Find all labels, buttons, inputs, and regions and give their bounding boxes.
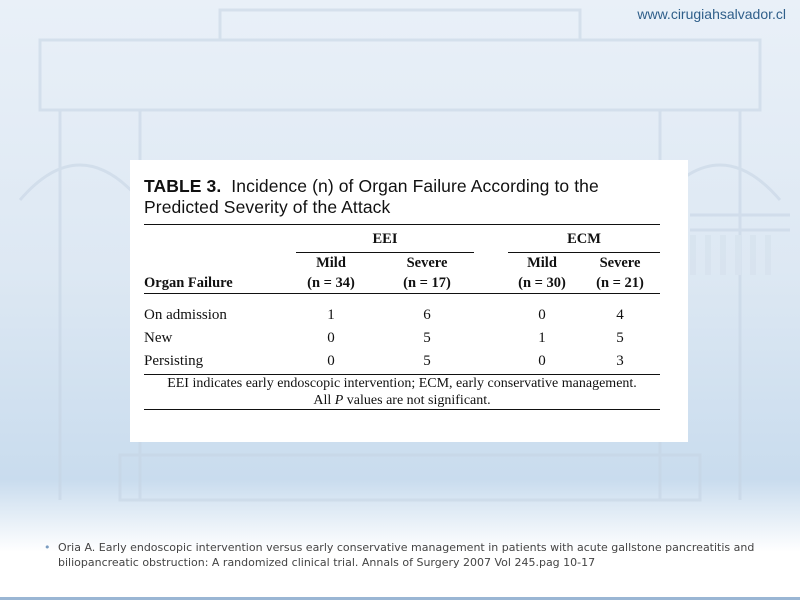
cell: 1 [538, 330, 546, 346]
col-header-ecm-severe: Severe (n = 21) [580, 253, 660, 294]
table-row [144, 294, 660, 325]
cell: 3 [616, 353, 624, 369]
table-title-line1: Incidence (n) of Organ Failure According to the [231, 176, 599, 196]
reference-text: Oria A. Early endoscopic intervention versus early conservative management in patients with acute gallstone pancreatitis and biliopancreatic obstruction: A randomized clinical trial. Annals of Surgery 2007 Vol 245.pag 10-17 [58, 541, 755, 569]
cell: 0 [327, 353, 335, 369]
organ-failure-table [144, 224, 660, 410]
table-card [130, 160, 688, 442]
col-header-ecm-mild: Mild (n = 30) [504, 253, 580, 294]
table-title [144, 176, 674, 218]
table-label: TABLE 3. [144, 176, 222, 196]
row-label: Persisting [144, 353, 204, 369]
group-header-eei: EEI [296, 231, 474, 253]
cell: 5 [423, 353, 431, 369]
table-title-line2: Predicted Severity of the Attack [144, 197, 391, 217]
table-row [144, 324, 660, 347]
group-header-ecm: ECM [508, 231, 660, 253]
cell: 0 [538, 353, 546, 369]
site-url: www.cirugiahsalvador.cl [637, 6, 786, 22]
table-row [144, 347, 660, 375]
col-header-eei-mild: Mild (n = 34) [286, 253, 376, 294]
cell: 0 [538, 307, 546, 323]
reference-citation [44, 540, 768, 570]
row-header-organ-failure: Organ Failure [144, 253, 286, 294]
col-header-eei-severe: Severe (n = 17) [376, 253, 478, 294]
cell: 4 [616, 307, 624, 323]
table-footnote: EEI indicates early endoscopic intervention; ECM, early conservative management. All P values are not significant. [144, 375, 660, 410]
cell: 0 [327, 330, 335, 346]
cell: 5 [616, 330, 624, 346]
cell: 6 [423, 307, 431, 323]
cell: 1 [327, 307, 335, 323]
row-label: On admission [144, 307, 227, 323]
row-label: New [144, 330, 173, 346]
bullet-icon: • [44, 541, 51, 554]
cell: 5 [423, 330, 431, 346]
